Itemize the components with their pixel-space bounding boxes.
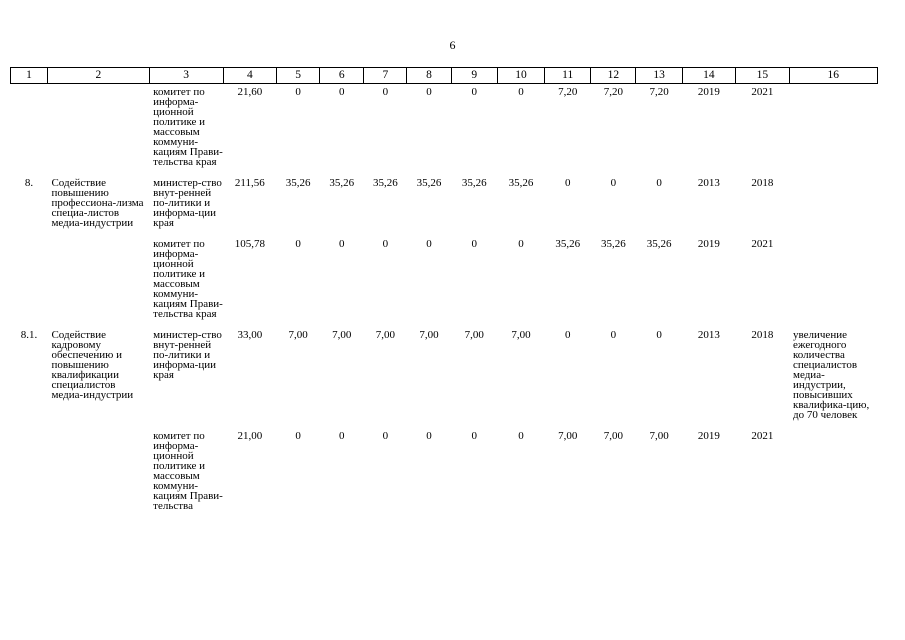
total-value: 33,00	[237, 329, 263, 341]
value-cell: 35,26	[555, 238, 581, 250]
value-cell: 7,00	[419, 329, 439, 341]
expected-result	[789, 236, 877, 319]
value-cell: 7,00	[558, 430, 578, 442]
column-header: 7	[364, 68, 407, 84]
value-cell: 0	[656, 177, 662, 189]
column-header: 6	[320, 68, 364, 84]
value-cell: 7,00	[603, 430, 624, 442]
activity-name: Содействие кадровому обеспечению и повышению квалификации специалистов медиа-индустрии	[51, 329, 134, 401]
column-header: 12	[591, 68, 636, 84]
item-number: 8.	[24, 177, 34, 189]
value-cell: 0	[426, 238, 432, 250]
value-cell: 7,00	[464, 329, 484, 341]
value-cell: 7,00	[649, 430, 669, 442]
value-cell: 0	[426, 86, 432, 98]
item-number	[11, 84, 48, 168]
value-cell: 7,00	[288, 329, 308, 341]
end-year: 2021	[751, 238, 774, 250]
table-row	[11, 428, 878, 511]
table-row	[11, 236, 878, 319]
column-header: 16	[789, 68, 877, 84]
start-year: 2013	[697, 177, 720, 189]
item-number	[11, 236, 48, 319]
activity-name	[47, 428, 149, 511]
value-cell: 35,26	[329, 177, 355, 189]
value-cell: 0	[382, 238, 389, 250]
end-year: 2021	[751, 430, 774, 442]
column-header: 14	[682, 68, 735, 84]
program-table	[10, 67, 878, 511]
page-number: 6	[449, 38, 456, 52]
value-cell: 7,00	[332, 329, 352, 341]
end-year: 2018	[751, 177, 774, 189]
value-cell: 0	[382, 430, 389, 442]
column-header: 2	[47, 68, 149, 84]
executor: комитет по информа-ционной политике и массовым коммуни-кациям Прави-тельства	[153, 430, 223, 512]
value-cell: 0	[471, 238, 477, 250]
item-number: 8.1.	[20, 329, 38, 341]
start-year: 2019	[697, 238, 720, 250]
value-cell: 0	[338, 430, 345, 442]
column-header: 4	[223, 68, 276, 84]
executor: министер-ство внут-ренней по-литики и информа-ции края	[153, 329, 222, 381]
value-cell: 7,20	[558, 86, 578, 98]
table-row	[11, 84, 878, 168]
executor: комитет по информа-ционной политике и массовым коммуни-кациям Прави-тельства края	[153, 238, 223, 320]
total-value: 21,60	[237, 86, 263, 98]
value-cell: 0	[295, 86, 301, 98]
start-year: 2019	[697, 86, 720, 98]
column-header: 1	[11, 68, 48, 84]
value-cell: 0	[471, 430, 477, 442]
column-header: 10	[497, 68, 544, 84]
value-cell: 0	[610, 177, 617, 189]
expected-result	[789, 175, 877, 228]
column-numbers-row	[11, 68, 878, 84]
value-cell: 0	[471, 86, 477, 98]
value-cell: 0	[656, 329, 662, 341]
start-year: 2019	[697, 430, 720, 442]
total-value: 105,78	[234, 238, 265, 250]
value-cell: 35,26	[646, 238, 672, 250]
activity-name: Содействие повышению профессиона-лизма специа-листов медиа-индустрии	[51, 177, 144, 229]
value-cell: 35,26	[416, 177, 442, 189]
value-cell: 35,26	[508, 177, 534, 189]
value-cell: 0	[382, 86, 389, 98]
value-cell: 0	[564, 329, 571, 341]
column-header: 13	[636, 68, 682, 84]
executor: комитет по информа-ционной политике и массовым коммуни-кациям Прави-тельства края	[153, 86, 223, 168]
value-cell: 35,26	[601, 238, 626, 250]
value-cell: 0	[518, 86, 524, 98]
value-cell: 7,00	[511, 329, 531, 341]
column-header: 15	[736, 68, 789, 84]
value-cell: 35,26	[373, 177, 398, 189]
value-cell: 7,20	[649, 86, 669, 98]
value-cell: 0	[518, 238, 524, 250]
column-header: 5	[277, 68, 320, 84]
value-cell: 0	[610, 329, 617, 341]
value-cell: 0	[518, 430, 524, 442]
expected-result	[789, 84, 877, 168]
value-cell: 0	[338, 238, 345, 250]
value-cell: 0	[295, 238, 301, 250]
value-cell: 35,26	[461, 177, 487, 189]
total-value: 21,00	[237, 430, 263, 442]
column-header: 3	[149, 68, 223, 84]
executor: министер-ство внут-ренней по-литики и информа-ции края	[153, 177, 222, 229]
value-cell: 0	[564, 177, 571, 189]
value-cell: 0	[295, 430, 301, 442]
start-year: 2013	[697, 329, 720, 341]
expected-result	[789, 428, 877, 511]
activity-name	[47, 84, 149, 168]
value-cell: 0	[338, 86, 345, 98]
column-header: 9	[451, 68, 497, 84]
column-header: 11	[545, 68, 591, 84]
value-cell: 0	[426, 430, 432, 442]
total-value: 211,56	[234, 177, 265, 189]
activity-name	[47, 236, 149, 319]
item-number	[11, 428, 48, 511]
value-cell: 7,00	[375, 329, 395, 341]
value-cell: 35,26	[285, 177, 311, 189]
column-header: 8	[407, 68, 451, 84]
table-row	[11, 175, 878, 228]
end-year: 2021	[751, 86, 774, 98]
table-row	[11, 327, 878, 420]
value-cell: 7,20	[603, 86, 624, 98]
expected-result: увеличение ежегодного количества специалистов медиа-индустрии, повысивших квалифика-цию, до 70 человек	[793, 329, 870, 421]
end-year: 2018	[751, 329, 774, 341]
